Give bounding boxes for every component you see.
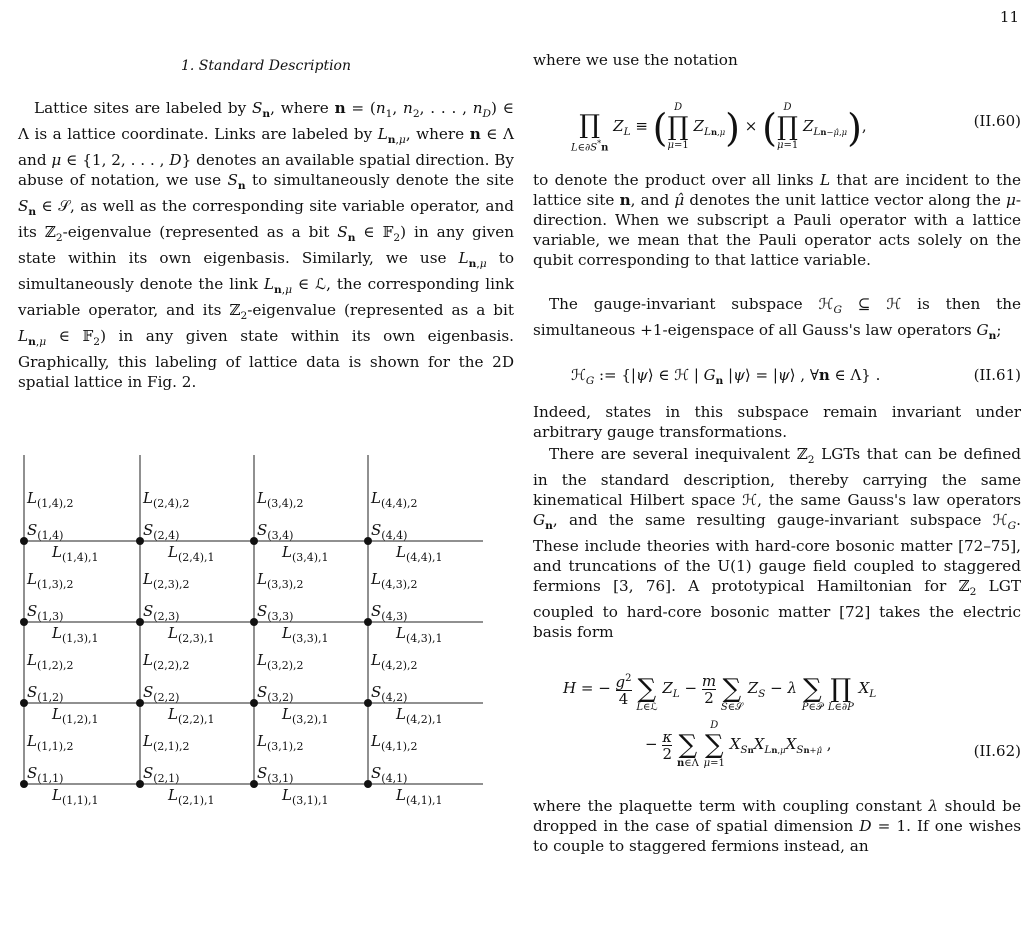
site-label: $S_{(3,4)}$	[257, 521, 294, 542]
site-label: $S_{(1,1)}$	[27, 764, 64, 785]
link-label-horizontal: $L_{(2,4),1}$	[168, 543, 215, 564]
link-label-vertical: $L_{(1,4),2}$	[27, 489, 74, 510]
site-label: $S_{(2,2)}$	[143, 683, 180, 704]
site-label: $S_{(1,4)}$	[27, 521, 64, 542]
link-label-horizontal: $L_{(1,3),1}$	[52, 624, 99, 645]
page-number: 11	[999, 8, 1019, 26]
link-label-horizontal: $L_{(2,1),1}$	[168, 786, 215, 807]
equation-II-62: H = − $\frac{g^2}{4}$ ∑ L∈ℒ $Z_L$ − $\frac{m}{2}$ ∑ S∈𝒮 $Z_S - \lambda$ ∑ P∈𝒫 ∏ L∈∂P $X_L$ − $\frac{\kappa}{2}$ ∑ n∈Λ D ∑ μ=1 $X_{Sn}X_{Ln,\mu}X_{Sn+\mû}$ , (II.62)	[563, 671, 1021, 769]
lattice-diagram	[18, 455, 514, 807]
link-label-horizontal: $L_{(2,3),1}$	[168, 624, 215, 645]
link-label-horizontal: $L_{(4,2),1}$	[396, 705, 443, 726]
link-label-vertical: $L_{(3,4),2}$	[257, 489, 304, 510]
lgt-paragraph: There are several inequivalent ℤ$_2$ LGTs that can be defined in the standard description, thereby carrying the same kinematical Hilbert space ℋ, the same Gauss's law operators $G_n$, and the same resulting gauge-invariant subspace ℋ$_G$. These include theories with hard-core bosonic matter [72–75], and truncations of the U(1) gauge field coupled to staggered fermions [3, 76]. A prototypical Hamiltonian for ℤ$_2$ LGT coupled to hard-core bosonic matter [72] takes the electric basis form	[533, 445, 1021, 641]
link-label-horizontal: $L_{(4,1),1}$	[396, 786, 443, 807]
invariance-paragraph: Indeed, states in this subspace remain invariant under arbitrary gauge transformations.	[533, 403, 1021, 441]
site-label: $S_{(2,1)}$	[143, 764, 180, 785]
link-label-vertical: $L_{(3,2),2}$	[257, 651, 304, 672]
site-label: $S_{(4,4)}$	[371, 521, 408, 542]
link-label-vertical: $L_{(2,3),2}$	[143, 570, 190, 591]
notation-intro: where we use the notation	[533, 51, 738, 69]
link-label-horizontal: $L_{(4,4),1}$	[396, 543, 443, 564]
link-label-horizontal: $L_{(3,3),1}$	[282, 624, 329, 645]
link-label-vertical: $L_{(1,3),2}$	[27, 570, 74, 591]
site-label: $S_{(3,1)}$	[257, 764, 294, 785]
link-label-horizontal: $L_{(1,2),1}$	[52, 705, 99, 726]
link-label-vertical: $L_{(2,1),2}$	[143, 732, 190, 753]
link-label-vertical: $L_{(4,3),2}$	[371, 570, 418, 591]
equation-number: (II.62)	[973, 742, 1021, 760]
link-label-vertical: $L_{(1,1),2}$	[27, 732, 74, 753]
link-label-horizontal: $L_{(3,2),1}$	[282, 705, 329, 726]
plaquette-paragraph: where the plaquette term with coupling constant λ should be dropped in the case of spatial dimension D = 1. If one wishes to couple to staggered fermions instead, an	[533, 797, 1021, 855]
link-label-horizontal: $L_{(1,4),1}$	[52, 543, 99, 564]
site-label: $S_{(2,4)}$	[143, 521, 180, 542]
gauge-subspace-paragraph: The gauge-invariant subspace ℋ$_G$ ⊆ ℋ is then the simultaneous +1-eigenspace of all Gauss's law operators $G_n$;	[533, 295, 1021, 342]
link-label-vertical: $L_{(3,3),2}$	[257, 570, 304, 591]
link-label-vertical: $L_{(2,4),2}$	[143, 489, 190, 510]
link-label-horizontal: $L_{(3,1),1}$	[282, 786, 329, 807]
site-label: $S_{(4,2)}$	[371, 683, 408, 704]
equation-II-61: ℋ$_G$ := {|ψ⟩ ∈ ℋ | $G_n$ |ψ⟩ = |ψ⟩ , ∀n ∈ Λ} . (II.61)	[571, 366, 1021, 387]
site-label: $S_{(3,3)}$	[257, 602, 294, 623]
link-label-vertical: $L_{(4,2),2}$	[371, 651, 418, 672]
link-label-vertical: $L_{(2,2),2}$	[143, 651, 190, 672]
link-label-horizontal: $L_{(2,2),1}$	[168, 705, 215, 726]
link-label-vertical: $L_{(1,2),2}$	[27, 651, 74, 672]
site-label: $S_{(1,2)}$	[27, 683, 64, 704]
link-label-vertical: $L_{(3,1),2}$	[257, 732, 304, 753]
intro-paragraph: Lattice sites are labeled by $S_n$, where $n = (n_1$, $n_2$, . . . , $n_D$) ∈ Λ is a lattice coordinate. Links are labeled by $L_{n,\mu}$, where n ∈ Λ and μ ∈ {1, 2, . . . , D} denotes an available spatial direction. By abuse of notation, we use $S_n$ to simultaneously denote the site $S_n$ ∈ 𝒮, as well as the corresponding site variable operator, and its ℤ$_2$-eigenvalue (represented as a bit $S_n$ ∈ 𝔽$_2$) in any given state within its own eigenbasis. Similarly, we use $L_{n,\mu}$ to simultaneously denote the link $L_{n,\mu}$ ∈ ℒ, the corresponding link variable operator, and its ℤ$_2$-eigenvalue (represented as a bit $L_{n,\mu}$ ∈ 𝔽$_2$) in any given state within its own eigenbasis. Graphically, this labeling of lattice data is shown for the 2D spatial lattice in Fig. 2.	[18, 99, 515, 391]
equation-II-60: ∏ L∈∂S*n $Z_L$ ≡ ( D ∏ μ=1 $Z_{Ln,\mu}$) × ( D ∏ μ=1 $Z_{Ln-\mû,\mu}$), (II.60)	[571, 102, 1021, 154]
link-label-vertical: $L_{(4,4),2}$	[371, 489, 418, 510]
site-label: $S_{(1,3)}$	[27, 602, 64, 623]
site-label: $S_{(4,3)}$	[371, 602, 408, 623]
equation-number: (II.60)	[973, 112, 1021, 130]
site-label: $S_{(2,3)}$	[143, 602, 180, 623]
site-label: $S_{(3,2)}$	[257, 683, 294, 704]
site-label: $S_{(4,1)}$	[371, 764, 408, 785]
link-label-horizontal: $L_{(1,1),1}$	[52, 786, 99, 807]
equation-number: (II.61)	[973, 366, 1021, 384]
link-label-horizontal: $L_{(3,4),1}$	[282, 543, 329, 564]
notation-explanation: to denote the product over all links L that are incident to the lattice site n, and μ̂ denotes the unit lattice vector along the μ-direction. When we subscript a Pauli operator with a lattice variable, we mean that the Pauli operator acts solely on the qubit corresponding to that lattice variable.	[533, 171, 1021, 269]
lattice-figure	[18, 455, 514, 807]
section-heading: 1. Standard Description	[180, 58, 352, 74]
link-label-vertical: $L_{(4,1),2}$	[371, 732, 418, 753]
link-label-horizontal: $L_{(4,3),1}$	[396, 624, 443, 645]
